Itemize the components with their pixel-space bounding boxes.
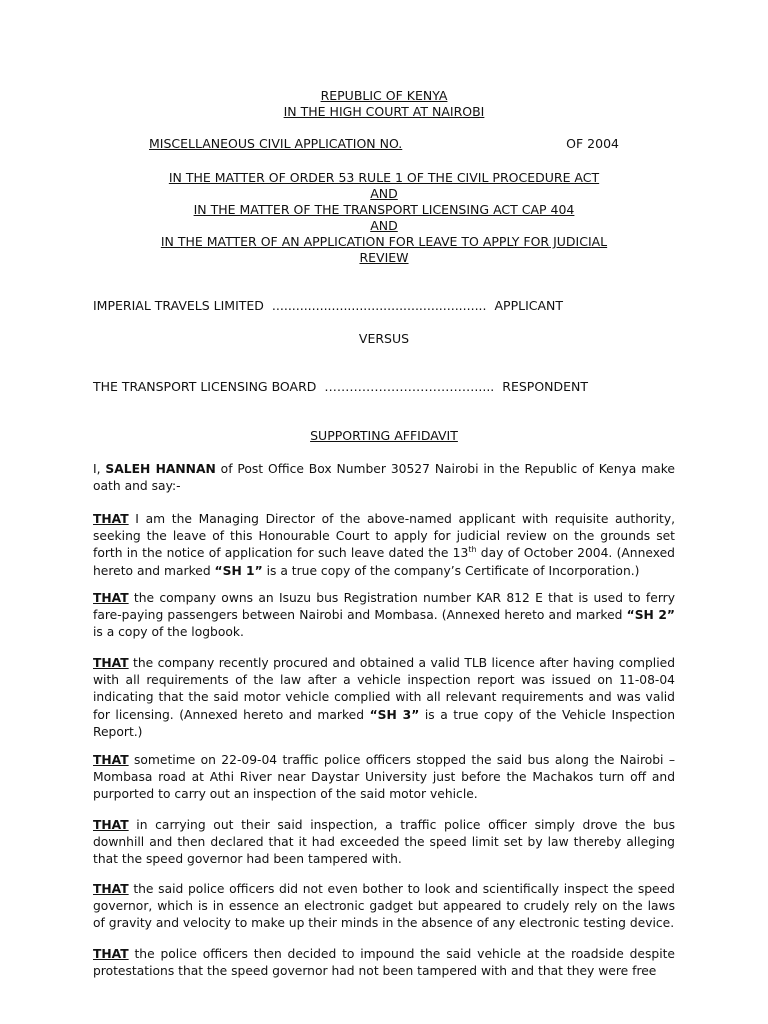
- respondent-line: [93, 379, 675, 395]
- respondent-dots: ……………………………….....: [324, 379, 495, 394]
- that-keyword: THAT: [93, 882, 129, 896]
- p3-text-a: the company recently procured and obtained a valid TLB licence after having complied with all requirements of the law after a vehicle inspection report was issued on 11-08-04 indicating that the said motor vehicle complied with all relevant requirements and was valid for licensing. (Annexed hereto and marked: [93, 656, 675, 722]
- intro-prefix: I,: [93, 462, 106, 476]
- p7-text: the police officers then decided to impound the said vehicle at the roadside despite protestations that the speed governor had not been tampered with and that they were free: [93, 947, 675, 979]
- that-keyword: THAT: [93, 656, 129, 670]
- applicant-role: APPLICANT: [494, 298, 564, 313]
- deponent-name: SALEH HANNAN: [105, 462, 216, 476]
- annex-mark-sh1: “SH 1”: [214, 563, 263, 578]
- versus-label: VERSUS: [358, 331, 410, 346]
- intro-paragraph: [93, 461, 675, 495]
- p1-text-c: is a true copy of the company’s Certificate of Incorporation.): [262, 563, 640, 578]
- matter-and-2: AND: [370, 218, 398, 233]
- paragraph-7: [93, 946, 675, 980]
- paragraph-5: [93, 817, 675, 869]
- p1-superscript: th: [468, 545, 477, 555]
- paragraph-1: [93, 511, 675, 580]
- paragraph-3: [93, 655, 675, 741]
- p4-text: sometime on 22-09-04 traffic police officers stopped the said bus along the Nairobi – Mombasa road at Athi River near Daystar University just before the Machakos turn off and purported to carry out an inspection of the said motor vehicle.: [93, 753, 675, 802]
- matter-order-53: IN THE MATTER OF ORDER 53 RULE 1 OF THE CIVIL PROCEDURE ACT: [168, 170, 600, 185]
- header-republic: REPUBLIC OF KENYA: [320, 88, 448, 103]
- applicant-name: IMPERIAL TRAVELS LIMITED: [93, 298, 264, 313]
- matter-judicial-review: IN THE MATTER OF AN APPLICATION FOR LEAVE TO APPLY FOR JUDICIAL: [160, 234, 608, 249]
- p2-text-a: the company owns an Isuzu bus Registration number KAR 812 E that is used to ferry fare-paying passengers between Nairobi and Mombasa. (Annexed hereto and marked: [93, 591, 675, 623]
- application-year: OF 2004: [566, 136, 619, 151]
- application-number: [149, 136, 619, 152]
- p6-text: the said police officers did not even bother to look and scientifically inspect the speed governor, which is in essence an electronic gadget but appeared to crudely rely on the laws of gravity and velocity to make up their minds in the absence of any electronic testing device.: [93, 882, 675, 931]
- that-keyword: THAT: [93, 591, 129, 605]
- intro-text: of Post Office Box Number 30527 Nairobi in the Republic of Kenya make oath and say:-: [93, 462, 675, 494]
- matter-transport-act: IN THE MATTER OF THE TRANSPORT LICENSING ACT CAP 404: [193, 202, 575, 217]
- that-keyword: THAT: [93, 753, 129, 767]
- paragraph-2: [93, 590, 675, 642]
- p2-text-b: is a copy of the logbook.: [93, 625, 244, 640]
- p1-text-a: I am the Managing Director of the above-named applicant with requisite authority, seeking the leave of this Honourable Court to apply for judicial review on the grounds set forth in the notice of application for such leave dated the 13: [93, 512, 675, 561]
- applicant-dots: ......................................................: [271, 298, 487, 313]
- respondent-role: RESPONDENT: [502, 379, 589, 394]
- annex-mark-sh2: “SH 2”: [626, 608, 675, 623]
- affidavit-title: SUPPORTING AFFIDAVIT: [310, 428, 458, 443]
- annex-mark-sh3: “SH 3”: [369, 707, 420, 722]
- p3-text-b: is a true copy of the Vehicle Inspection Report.): [93, 707, 675, 739]
- p5-text: in carrying out their said inspection, a traffic police officer simply drove the bus downhill and then declared that it had exceeded the speed limit set by law thereby alleging that the speed governor had been tampered with.: [93, 818, 675, 867]
- matter-review-word: REVIEW: [359, 250, 409, 265]
- that-keyword: THAT: [93, 818, 129, 832]
- affidavit-page: [93, 0, 675, 1024]
- that-keyword: THAT: [93, 947, 129, 961]
- matter-and-1: AND: [370, 186, 398, 201]
- paragraph-4: [93, 752, 675, 804]
- p1-text-b: day of October 2004. (Annexed hereto and marked: [93, 546, 675, 578]
- that-keyword: THAT: [93, 512, 129, 526]
- applicant-line: [93, 298, 675, 314]
- header-court: IN THE HIGH COURT AT NAIROBI: [283, 104, 485, 119]
- paragraph-6: [93, 881, 675, 933]
- application-label: MISCELLANEOUS CIVIL APPLICATION NO.: [149, 136, 403, 151]
- respondent-name: THE TRANSPORT LICENSING BOARD: [93, 379, 317, 394]
